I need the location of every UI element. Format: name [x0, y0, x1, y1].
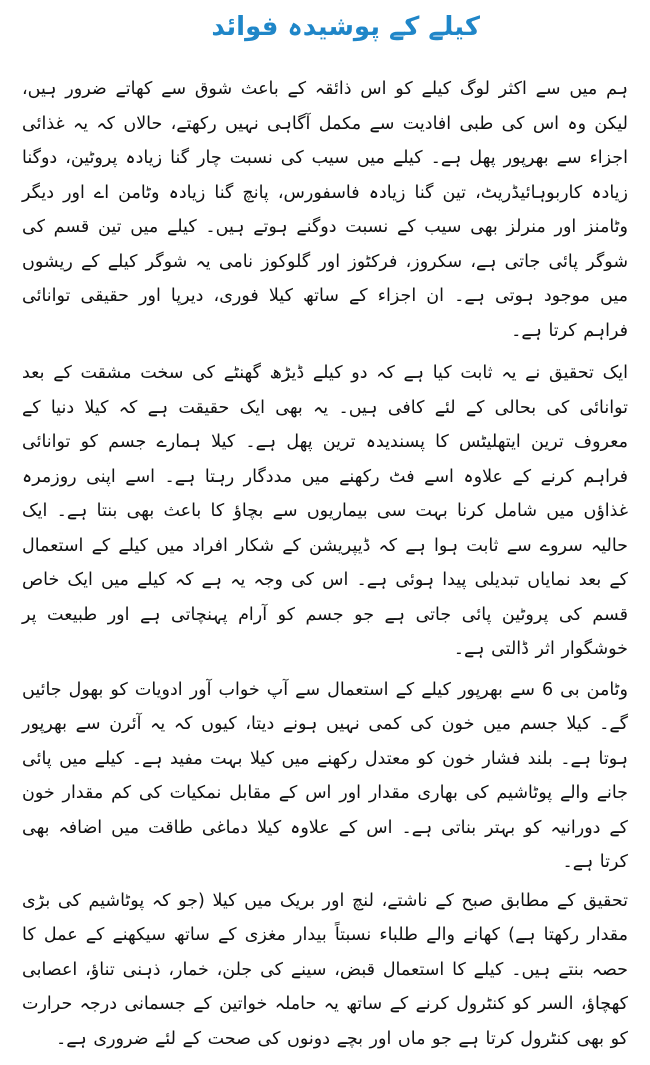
paragraph-4: تحقیق کے مطابق صبح کے ناشتے، لنچ اور بریک میں کیلا (جو کہ پوٹاشیم کی بڑی مقدار رکھتا ہے) کھانے والے طلباء نسبتاً بیدار مغزی کے ساتھ سیکھنے کے عمل کا حصہ بنتے ہیں۔ کیلے کا استعمال قبض، سینے کی جلن، خمار، ذہنی تناؤ، اعصابی کھچاؤ، السر کو کنٹرول کرنے کے ساتھ یہ حاملہ خواتین کے جسمانی درجہ حرارت کو بھی کنٹرول کرتا ہے جو ماں اور بچے دونوں کی صحت کے لئے ضروری ہے۔ — [22, 890, 628, 1049]
paragraph-1: ہم میں سے اکثر لوگ کیلے کو اس ذائقہ کے باعث شوق سے کھاتے ضرور ہیں، لیکن وہ اس کی طبی افادیت سے مکمل آگاہی نہیں رکھتے، حالاں کہ یہ غذائی اجزاء سے بھرپور پھل ہے۔ کیلے میں سیب کی نسبت چار گنا زیادہ پروٹین، دوگنا زیادہ کاربوہائیڈریٹ، تین گنا زیادہ فاسفورس، پانچ گنا زیادہ وٹامن اے اور دیگر وٹامنز اور منرلز بھی سیب کے نسبت دوگنے ہوتے ہیں۔ کیلے میں تین قسم کی شوگر پائی جاتی ہے، سکروز، فرکٹوز اور گلوکوز نامی یہ شوگر کیلے کے ریشوں میں موجود ہوتی ہے۔ ان اجزاء کے ساتھ کیلا فوری، دیرپا اور حقیقی توانائی فراہم کرتا ہے۔ — [22, 79, 628, 341]
article-title: کیلے کے پوشیدہ فوائد — [211, 12, 480, 42]
paragraph-3: وٹامن بی 6 سے بھرپور کیلے کے استعمال سے آپ خواب آور ادویات کو بھول جائیں گے۔ کیلا جسم میں خون کی کمی نہیں ہونے دیتا، کیوں کہ یہ آئرن سے بھرپور ہوتا ہے۔ بلند فشار خون کو معتدل رکھنے میں کیلا بہت مفید ہے۔ کیلے میں پائی جانے والے پوٹاشیم کی بھاری مقدار اور اس کے مقابل نمکیات کی کم مقدار خون کے دورانیہ کو بہتر بناتی ہے۔ اس کے علاوہ کیلا دماغی طاقت میں اضافہ بھی کرتا ہے۔ — [22, 679, 628, 872]
paragraph-2: ایک تحقیق نے یہ ثابت کیا ہے کہ دو کیلے ڈیڑھ گھنٹے کی سخت مشقت کے بعد توانائی کی بحالی کے لئے کافی ہیں۔ یہ بھی ایک حقیقت ہے کہ کیلا دنیا کے معروف ترین ایتھلیٹس کا پسندیدہ ترین پھل ہے۔ کیلا ہمارے جسم کو توانائی فراہم کرنے کے علاوہ اسے فٹ رکھنے میں مددگار رہتا ہے۔ اسے اپنی روزمرہ غذاؤں میں شامل کرنا بہت سی بیماریوں سے بچاؤ کا باعث بھی بنتا ہے۔ ایک حالیہ سروے سے ثابت ہوا ہے کہ ڈیپریشن کے شکار افراد میں کیلے کے استعمال کے بعد نمایاں تبدیلی پیدا ہوئی ہے۔ اس کی وجہ یہ ہے کہ کیلے میں ایک خاص قسم کی پروٹین پائی جاتی ہے جو جسم کو آرام پہنچاتی ہے اور طبیعت پر خوشگوار اثر ڈالتی ہے۔ — [22, 363, 628, 659]
